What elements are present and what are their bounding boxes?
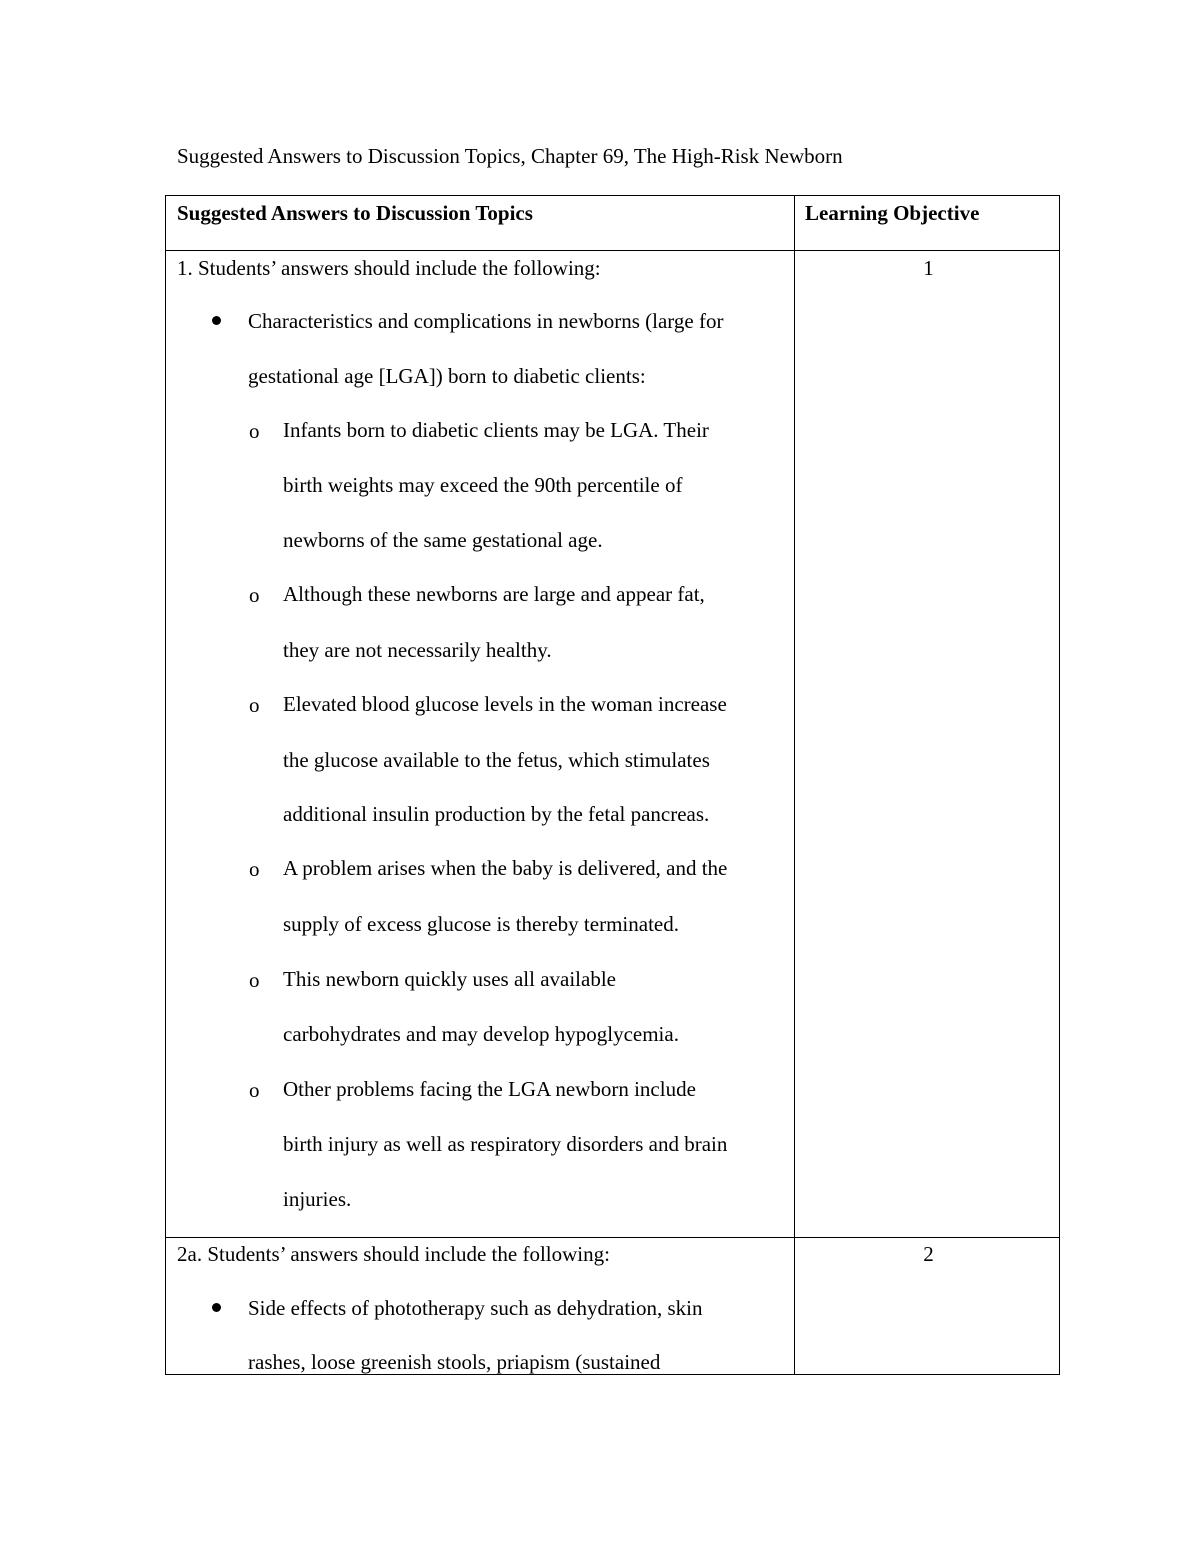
row1-intro: 1. Students’ answers should include the following: bbox=[177, 256, 601, 280]
row1-sub-line: they are not necessarily healthy. bbox=[283, 638, 552, 662]
row1-sub-line: birth weights may exceed the 90th percentile of bbox=[283, 473, 683, 497]
sub-bullet-icon: o bbox=[249, 419, 260, 443]
sub-bullet-icon: o bbox=[249, 968, 260, 992]
column-divider bbox=[794, 196, 795, 1374]
page-title: Suggested Answers to Discussion Topics, Chapter 69, The High-Risk Newborn bbox=[177, 144, 843, 168]
row1-sub-line: the glucose available to the fetus, which stimulates bbox=[283, 748, 710, 772]
discussion-table bbox=[165, 195, 1060, 1375]
row1-bullet-line: gestational age [LGA]) born to diabetic clients: bbox=[248, 364, 646, 388]
row1-sub-line: Elevated blood glucose levels in the woman increase bbox=[283, 692, 727, 716]
row2-bullet-line: rashes, loose greenish stools, priapism (sustained bbox=[248, 1350, 661, 1374]
sub-bullet-icon: o bbox=[249, 583, 260, 607]
row1-sub-line: injuries. bbox=[283, 1187, 352, 1211]
header-answers: Suggested Answers to Discussion Topics bbox=[177, 201, 533, 225]
row2-objective: 2 bbox=[923, 1242, 934, 1266]
row-divider bbox=[166, 1237, 1059, 1238]
sub-bullet-icon: o bbox=[249, 1078, 260, 1102]
row1-sub-line: This newborn quickly uses all available bbox=[283, 967, 616, 991]
row1-objective: 1 bbox=[923, 256, 934, 280]
bullet-icon bbox=[212, 316, 221, 325]
row2-intro: 2a. Students’ answers should include the following: bbox=[177, 1242, 610, 1266]
row1-bullet-line: Characteristics and complications in newborns (large for bbox=[248, 309, 724, 333]
row1-sub-line: Infants born to diabetic clients may be LGA. Their bbox=[283, 418, 709, 442]
header-learning-objective: Learning Objective bbox=[805, 201, 980, 225]
row2-bullet-line: Side effects of phototherapy such as dehydration, skin bbox=[248, 1296, 703, 1320]
bullet-icon bbox=[212, 1303, 221, 1312]
row1-sub-line: Although these newborns are large and appear fat, bbox=[283, 582, 705, 606]
row1-sub-line: supply of excess glucose is thereby terminated. bbox=[283, 912, 679, 936]
row1-sub-line: A problem arises when the baby is delivered, and the bbox=[283, 856, 728, 880]
sub-bullet-icon: o bbox=[249, 857, 260, 881]
sub-bullet-icon: o bbox=[249, 693, 260, 717]
row1-sub-line: newborns of the same gestational age. bbox=[283, 528, 603, 552]
row1-sub-line: birth injury as well as respiratory disorders and brain bbox=[283, 1132, 728, 1156]
row1-sub-line: additional insulin production by the fetal pancreas. bbox=[283, 802, 710, 826]
row1-sub-line: Other problems facing the LGA newborn include bbox=[283, 1077, 696, 1101]
header-row-divider bbox=[166, 250, 1059, 251]
row1-sub-line: carbohydrates and may develop hypoglycemia. bbox=[283, 1022, 679, 1046]
